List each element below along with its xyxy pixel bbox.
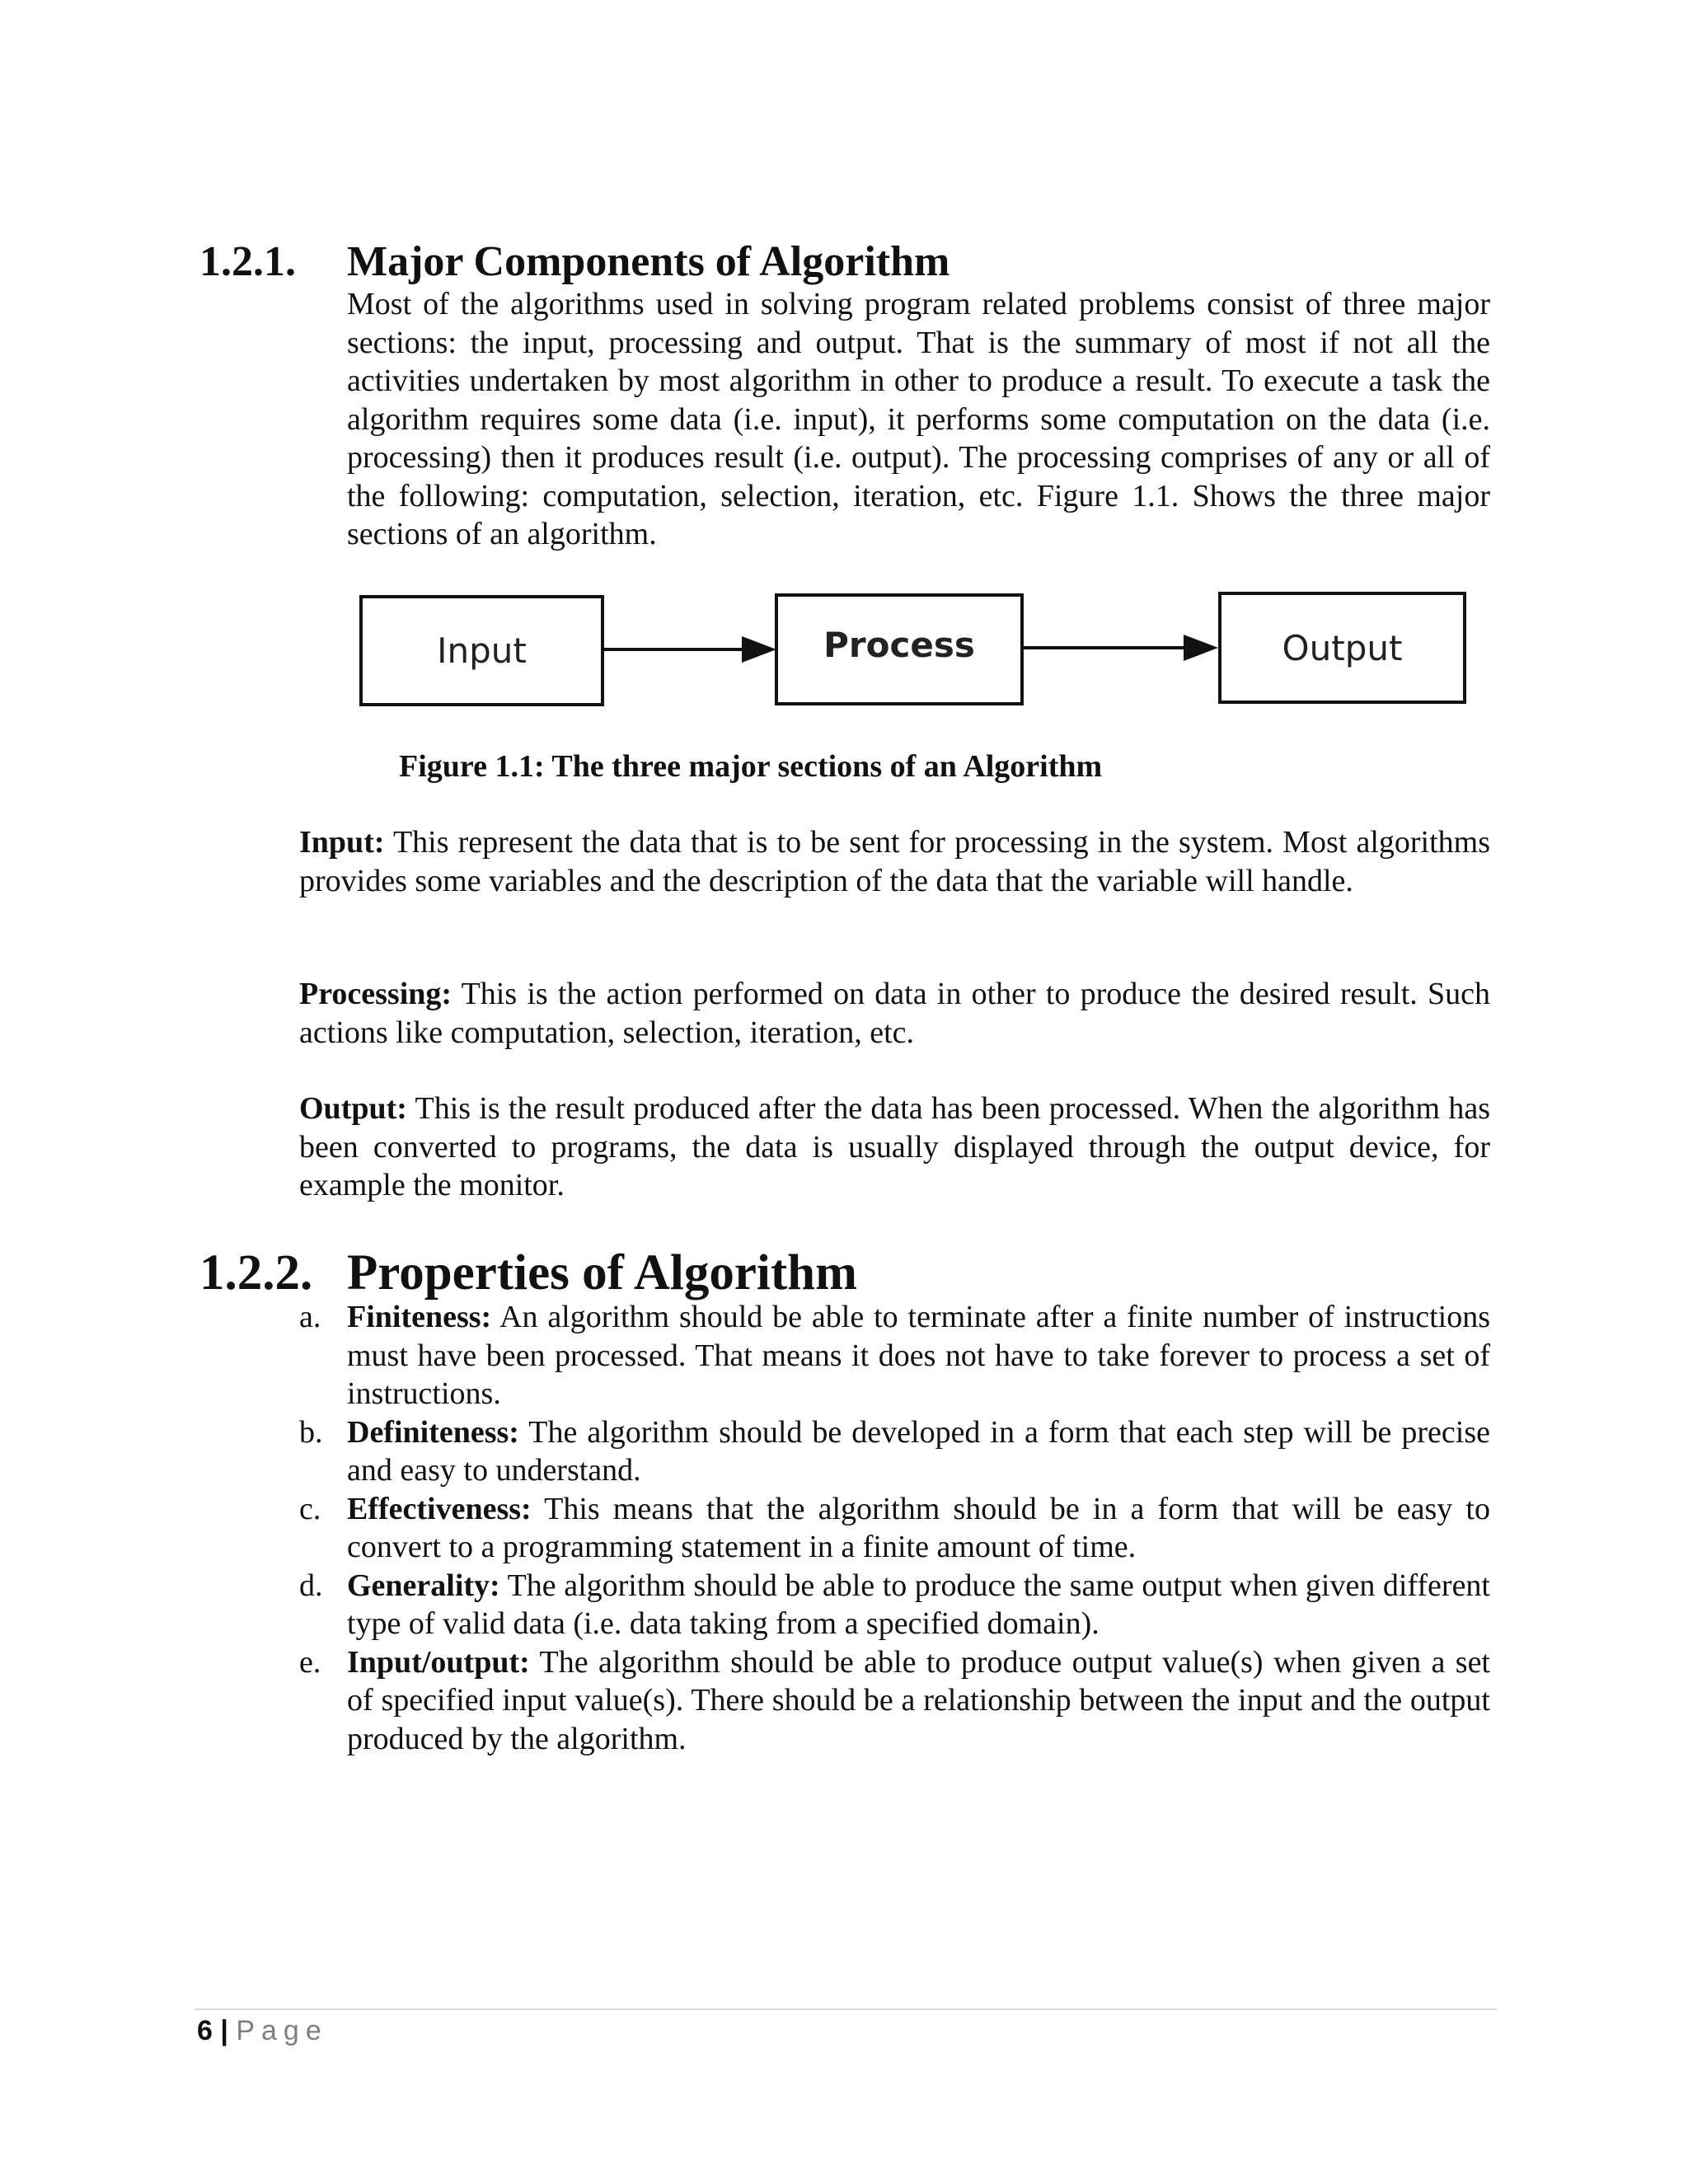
list-marker: a. — [299, 1300, 321, 1334]
list-item — [299, 1643, 1490, 1759]
property-label: Finiteness: — [347, 1300, 492, 1334]
list-item — [299, 1490, 1490, 1567]
definition-text: This is the action performed on data in other to produce the desired result. Such actions like computation, selection, iteration, etc. — [299, 977, 1490, 1050]
list-marker: b. — [299, 1414, 323, 1450]
property-label: Input/output: — [347, 1644, 530, 1680]
list-item — [299, 1298, 1490, 1413]
definition-label: Processing: — [299, 977, 452, 1011]
definition-label: Input: — [299, 825, 385, 860]
list-item — [299, 1413, 1490, 1490]
definition-text: This is the result produced after the data has been processed. When the algorithm has been converted to programs, the data is usually displayed through the output device, for example the monitor. — [299, 1091, 1490, 1202]
property-text: This means that the algorithm should be in a form that will be easy to convert to a programming statement in a finite amount of time. — [347, 1491, 1490, 1564]
process-box-label: Process — [823, 624, 975, 665]
property-label: Definiteness: — [347, 1414, 519, 1450]
definition-label: Output: — [299, 1091, 407, 1126]
output-box-label: Output — [1282, 627, 1403, 668]
property-text: The algorithm should be able to produce the same output when given different type of valid data (i.e. data taking from a specified domain). — [347, 1568, 1490, 1641]
figure-caption: Figure 1.1: The three major sections of an Algorithm — [399, 749, 1103, 784]
footer-rule — [195, 2008, 1497, 2010]
property-label: Generality: — [347, 1568, 500, 1603]
page-separator: | — [220, 2015, 228, 2046]
property-text: The algorithm should be developed in a form that each step will be precise and easy to understand. — [347, 1414, 1490, 1488]
section-title: Properties of Algorithm — [347, 1245, 857, 1301]
section-number: 1.2.1. — [199, 238, 296, 285]
intro-paragraph: Most of the algorithms used in solving program related problems consist of three major sections: the input, processing and output. That is the summary of most if not all the activities undertaken by most algorithm in other to produce a result. To execute a task the algorithm requires some data (i.e. input), it performs some computation on the data (i.e. processing) then it produces result (i.e. output). The processing comprises of any or all of the following: computation, selection, iteration, etc. Figure 1.1. Shows the three major sections of an algorithm. — [347, 287, 1490, 551]
list-marker: d. — [299, 1568, 323, 1603]
property-label: Effectiveness: — [347, 1491, 532, 1526]
arrowhead-1 — [742, 636, 776, 663]
property-text: The algorithm should be able to produce output value(s) when given a set of specified input value(s). There should be a relationship between the input and the output produced by the algorithm. — [347, 1644, 1490, 1756]
arrowhead-2 — [1184, 635, 1218, 661]
properties-list — [299, 1298, 1490, 1758]
process-box — [775, 593, 1024, 705]
output-box — [1218, 592, 1466, 704]
property-text: An algorithm should be able to terminate after a finite number of instructions must have been processed. That means it does not have to take forever to process a set of instructions. — [347, 1300, 1490, 1411]
list-marker: c. — [299, 1491, 321, 1526]
definition-text: This represent the data that is to be sent for processing in the system. Most algorithms provides some variables and the description of the data that the variable will handle. — [299, 825, 1490, 898]
page-number: 6 — [197, 2015, 213, 2046]
input-box-label: Input — [437, 630, 527, 671]
definition-processing — [299, 975, 1490, 1052]
page-word: Page — [236, 2015, 328, 2046]
section-number: 1.2.2. — [199, 1245, 313, 1301]
definition-input — [299, 823, 1490, 900]
section-title: Major Components of Algorithm — [347, 238, 950, 285]
definition-output — [299, 1090, 1490, 1205]
list-item — [299, 1567, 1490, 1643]
list-marker: e. — [299, 1644, 321, 1680]
input-box — [359, 595, 604, 706]
page-footer — [197, 2011, 328, 2050]
